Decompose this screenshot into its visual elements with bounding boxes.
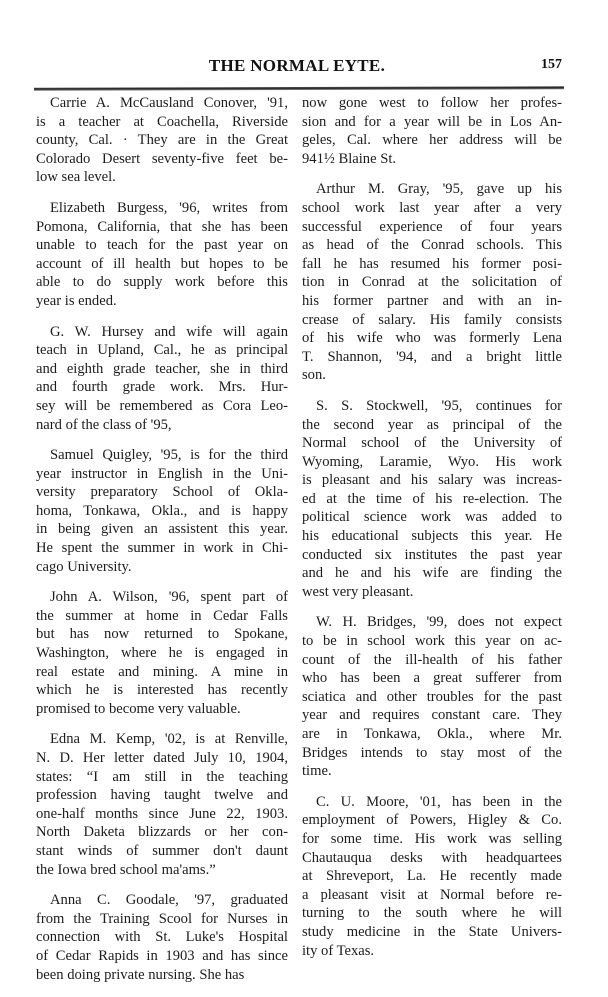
text-line: but has now returned to Spokane, (36, 626, 288, 643)
text-line: fall he has resumed his former posi- (302, 255, 562, 272)
article-paragraph (36, 199, 288, 311)
text-line: of his wife who was formerly Lena (302, 330, 562, 347)
text-line: S. S. Stockwell, '95, continues for (316, 397, 562, 414)
text-line: and fourth grade work. Mrs. Hur- (36, 379, 288, 396)
text-line: able to do supply work before this (36, 274, 288, 291)
text-line: sion and for a year will be in Los An- (302, 113, 562, 130)
text-line: teach in Upland, Cal., he as principal (36, 342, 288, 359)
text-line: count of the ill-health of his father (302, 651, 562, 668)
text-line: in being given an assistent this year. (36, 521, 288, 538)
text-line: Bridges intends to stay most of the (302, 744, 562, 761)
text-line: his educational subjects this year. He (302, 528, 562, 545)
text-line: crease of salary. His family consists (302, 311, 562, 328)
text-line: states: “I am still in the teaching (36, 768, 288, 785)
text-line: Washington, where he is engaged in (36, 645, 288, 662)
text-line: the second year as principal of the (302, 416, 562, 433)
text-line: real estate and mining. A mine in (36, 663, 288, 680)
text-line: his former partner and with an in- (302, 292, 562, 309)
article-paragraph (36, 323, 288, 435)
text-line: Edna M. Kemp, '02, is at Renville, (50, 731, 288, 748)
text-line: study medicine in the State Univers- (302, 923, 562, 940)
text-line: Samuel Quigley, '95, is for the third (50, 447, 288, 464)
text-line: versity preparatory School of Okla- (36, 484, 288, 501)
text-line: geles, Cal. where her address will be (302, 132, 562, 149)
text-line: T. Shannon, '94, and a bright little (302, 348, 562, 365)
page-number: 157 (541, 57, 562, 72)
text-line: conducted six institutes the past year (302, 546, 562, 563)
text-line: been doing private nursing. She has (36, 966, 245, 983)
text-line: a pleasant visit at Normal before re- (302, 886, 562, 903)
article-paragraph (302, 613, 562, 780)
text-line: tion in Conrad at the solicitation of (302, 274, 562, 291)
text-line: N. D. Her letter dated July 10, 1904, (36, 750, 288, 766)
text-line: year is ended. (36, 292, 117, 309)
text-line: now gone west to follow her profes- (302, 95, 562, 111)
text-line: are in Tonkawa, Okla., where Mr. (302, 726, 562, 742)
text-line: C. U. Moore, '01, has been in the (316, 793, 562, 810)
text-line: of Cedar Rapids in 1903 and has since (36, 947, 288, 964)
text-line: and he and his wife are finding the (302, 565, 562, 582)
article-paragraph (302, 180, 562, 385)
text-line: school work last year after a very (302, 199, 562, 216)
text-line: homa, Tonkawa, Okla., and is happy (36, 502, 288, 519)
text-line: the Iowa bred school ma'ams.” (36, 861, 216, 878)
text-line: profession having taught twelve and (36, 787, 288, 804)
text-line: Anna C. Goodale, '97, graduated (50, 892, 288, 909)
running-head (32, 56, 562, 82)
text-line: from the Training Scool for Nurses in (36, 910, 288, 927)
text-line: turning to the south where he will (302, 905, 562, 922)
text-line: account of ill health but hopes to be (36, 255, 288, 272)
text-line: which he is interested has recently (36, 682, 288, 699)
text-line: Colorado Desert seventy-five feet be- (36, 150, 288, 167)
text-line: Arthur M. Gray, '95, gave up his (316, 181, 562, 198)
text-line: is pleasant and his salary was increas- (302, 472, 562, 489)
article-paragraph (36, 588, 288, 718)
text-line: time. (302, 763, 332, 780)
text-line: the summer at home in Cedar Falls (36, 607, 288, 624)
text-line: unable to teach for the past year on (36, 237, 288, 254)
text-line: as head of the Conrad schools. This (302, 237, 562, 254)
text-line: son. (302, 367, 326, 384)
text-line: ed at the time of his re-election. The (302, 490, 562, 507)
text-line: to be in school work this year on ac- (302, 633, 562, 650)
article-paragraph (36, 446, 288, 576)
text-line: W. H. Bridges, '99, does not expect (316, 614, 562, 631)
article-paragraph (36, 94, 288, 187)
article-paragraph (36, 730, 288, 879)
text-line: is a teacher at Coachella, Riverside (36, 113, 288, 130)
text-line: Wyoming, Laramie, Wyo. His work (302, 453, 562, 470)
article-paragraph (36, 891, 288, 984)
text-line: one-half months since June 22, 1903. (36, 805, 288, 822)
text-line: Chautauqua desks with headquartees (302, 849, 562, 866)
text-line: low sea level. (36, 169, 116, 186)
text-line: sey will be remembered as Cora Leo- (36, 397, 288, 414)
text-line: Carrie A. McCausland Conover, '91, (50, 95, 288, 111)
text-line: 941½ Blaine St. (302, 150, 397, 167)
text-line: North Daketa blizzards or her con- (36, 824, 288, 841)
text-line: Normal school of the University of (302, 435, 562, 452)
article-paragraph (302, 397, 562, 602)
text-line: at Shreveport, La. He recently made (302, 868, 562, 885)
text-line: cago University. (36, 558, 132, 575)
left-column (36, 94, 288, 996)
article-paragraph-continued (302, 94, 562, 168)
header-rule (34, 86, 564, 90)
text-line: John A. Wilson, '96, spent part of (50, 589, 288, 606)
text-line: promised to become very valuable. (36, 700, 241, 717)
text-line: county, Cal. · They are in the Great (36, 132, 288, 149)
text-line: ity of Texas. (302, 942, 375, 959)
journal-title: THE NORMAL EYTE. (208, 56, 386, 75)
text-line: G. W. Hursey and wife will again (50, 323, 288, 340)
text-line: year and requires constant care. They (302, 707, 562, 724)
text-line: year instructor in English in the Uni- (36, 465, 288, 482)
text-line: employment of Powers, Higley & Co. (302, 812, 562, 829)
text-line: connection with St. Luke's Hospital (36, 929, 288, 946)
text-line: west very pleasant. (302, 583, 414, 600)
text-line: nard of the class of '95, (36, 416, 172, 433)
text-line: successful experience of four years (302, 218, 562, 235)
text-line: political science work was added to (302, 509, 562, 526)
text-line: He spent the summer in work in Chi- (36, 540, 288, 557)
text-line: stant winds of summer don't daunt (36, 842, 288, 859)
article-paragraph (302, 793, 562, 960)
text-line: sciatica and other troubles for the past (302, 688, 562, 705)
text-line: Pomona, California, that she has been (36, 218, 288, 235)
text-line: and eighth grade teacher, she in third (36, 360, 288, 377)
text-line: for some time. His work was selling (302, 830, 562, 847)
text-line: who has been a great sufferer from (302, 670, 562, 687)
text-line: Elizabeth Burgess, '96, writes from (50, 199, 288, 216)
right-column (302, 94, 562, 972)
